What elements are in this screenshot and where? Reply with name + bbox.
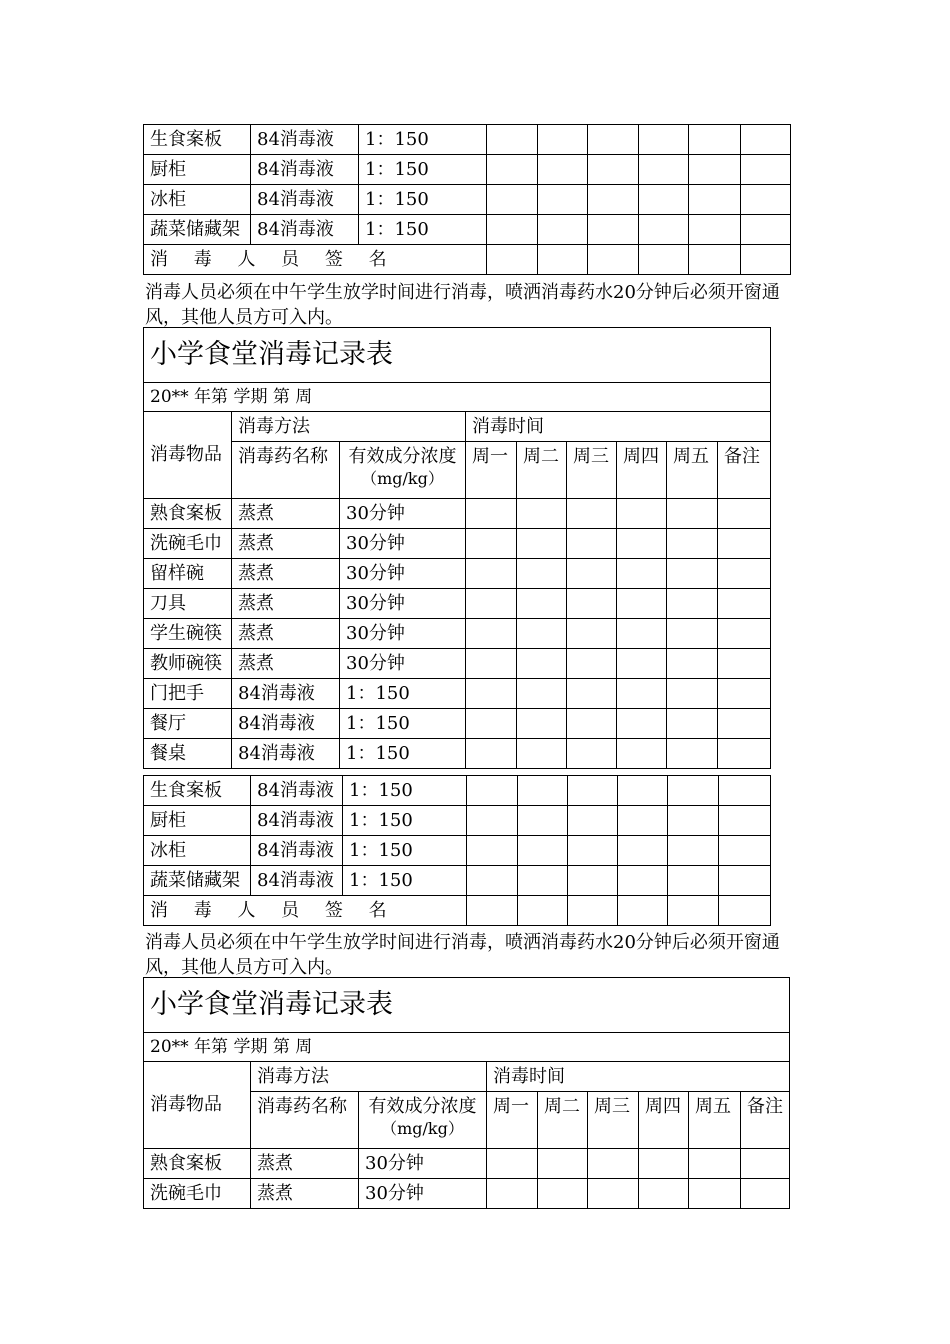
table-row (144, 836, 771, 866)
concentration-cell: 1：150 (340, 709, 466, 739)
day-cell[interactable] (689, 215, 741, 245)
day-cell[interactable] (639, 1149, 689, 1179)
day-cell[interactable] (668, 776, 719, 806)
concentration-cell: 1：150 (340, 679, 466, 709)
header-row-1 (144, 1062, 790, 1092)
header-day-mon: 周一 (487, 1092, 538, 1149)
day-cell[interactable] (538, 125, 588, 155)
bottom-table (143, 977, 790, 1209)
day-cell[interactable] (617, 529, 667, 559)
remark-cell[interactable] (718, 739, 771, 769)
remark-cell[interactable] (718, 589, 771, 619)
agent-cell: 蒸煮 (251, 1179, 359, 1209)
table-row (144, 1149, 790, 1179)
concentration-cell: 1：150 (359, 155, 487, 185)
day-cell[interactable] (538, 185, 588, 215)
disinfection-note: 消毒人员必须在中午学生放学时间进行消毒，喷洒消毒药水20分钟后必须开窗通风，其他人员方可入内。 (145, 282, 780, 328)
table-row (144, 679, 771, 709)
continuation-table (143, 775, 771, 926)
item-cell: 厨柜 (144, 806, 251, 836)
day-cell[interactable] (538, 1179, 588, 1209)
concentration-cell: 1：150 (359, 125, 487, 155)
signature-cell[interactable] (538, 245, 588, 275)
agent-cell: 84消毒液 (251, 806, 343, 836)
concentration-cell: 30分钟 (340, 589, 466, 619)
header-concentration-unit: （mg/kg） (381, 1119, 464, 1138)
day-cell[interactable] (667, 679, 718, 709)
header-day-thu: 周四 (639, 1092, 689, 1149)
remark-cell[interactable] (719, 776, 771, 806)
day-cell[interactable] (618, 806, 668, 836)
day-cell[interactable] (466, 619, 517, 649)
title-row (144, 978, 790, 1033)
day-cell[interactable] (588, 1179, 639, 1209)
header-item: 消毒物品 (144, 412, 232, 499)
item-cell: 蔬菜储藏架 (144, 866, 251, 896)
concentration-cell: 30分钟 (340, 559, 466, 589)
header-day-fri: 周五 (667, 442, 718, 499)
header-remark: 备注 (718, 442, 771, 499)
main-table-body (144, 328, 771, 769)
day-cell[interactable] (617, 589, 667, 619)
top-table-block (143, 124, 791, 275)
day-cell[interactable] (567, 589, 617, 619)
top-table-body (144, 125, 791, 275)
day-cell[interactable] (517, 529, 567, 559)
table-row (144, 649, 771, 679)
agent-cell: 84消毒液 (251, 866, 343, 896)
day-cell[interactable] (466, 649, 517, 679)
table-title: 小学食堂消毒记录表 (144, 978, 790, 1033)
remark-cell[interactable] (741, 1179, 790, 1209)
signature-cell[interactable] (518, 896, 568, 926)
agent-cell: 84消毒液 (251, 125, 359, 155)
bottom-table-body (144, 978, 790, 1209)
table-row (144, 185, 791, 215)
concentration-cell: 1：150 (343, 836, 467, 866)
signature-cell[interactable] (568, 896, 618, 926)
remark-cell[interactable] (718, 529, 771, 559)
agent-cell: 蒸煮 (232, 649, 340, 679)
item-cell: 教师碗筷 (144, 649, 232, 679)
main-table-continuation (143, 775, 771, 926)
agent-cell: 84消毒液 (232, 679, 340, 709)
day-cell[interactable] (466, 739, 517, 769)
day-cell[interactable] (538, 1149, 588, 1179)
item-cell: 冰柜 (144, 185, 251, 215)
day-cell[interactable] (567, 499, 617, 529)
day-cell[interactable] (689, 155, 741, 185)
day-cell[interactable] (588, 185, 639, 215)
table-title: 小学食堂消毒记录表 (144, 328, 771, 383)
header-concentration (359, 1092, 487, 1149)
header-time: 消毒时间 (466, 412, 771, 442)
table-row (144, 806, 771, 836)
header-item: 消毒物品 (144, 1062, 251, 1149)
table-row (144, 529, 771, 559)
day-cell[interactable] (618, 836, 668, 866)
signature-cell[interactable] (668, 896, 719, 926)
header-concentration-label: 有效成分浓度 (348, 446, 457, 467)
agent-cell: 蒸煮 (232, 589, 340, 619)
day-cell[interactable] (567, 739, 617, 769)
item-cell: 餐厅 (144, 709, 232, 739)
item-cell: 学生碗筷 (144, 619, 232, 649)
day-cell[interactable] (518, 806, 568, 836)
signature-cell[interactable] (467, 896, 518, 926)
header-day-wed: 周三 (567, 442, 617, 499)
top-table (143, 124, 791, 275)
item-cell: 熟食案板 (144, 499, 232, 529)
table-row (144, 619, 771, 649)
concentration-cell: 1：150 (343, 806, 467, 836)
header-day-mon: 周一 (466, 442, 517, 499)
agent-cell: 蒸煮 (251, 1149, 359, 1179)
day-cell[interactable] (689, 1149, 741, 1179)
header-day-wed: 周三 (588, 1092, 639, 1149)
day-cell[interactable] (467, 866, 518, 896)
day-cell[interactable] (667, 709, 718, 739)
header-day-tue: 周二 (517, 442, 567, 499)
concentration-cell: 1：150 (343, 776, 467, 806)
signature-label: 消 毒 人 员 签 名 (144, 896, 467, 926)
signature-row (144, 245, 791, 275)
item-cell: 餐桌 (144, 739, 232, 769)
header-method: 消毒方法 (232, 412, 466, 442)
concentration-cell: 30分钟 (340, 529, 466, 559)
header-concentration-label: 有效成分浓度 (368, 1096, 477, 1117)
concentration-cell: 30分钟 (359, 1179, 487, 1209)
day-cell[interactable] (667, 589, 718, 619)
header-agent-name: 消毒药名称 (232, 442, 340, 499)
day-cell[interactable] (617, 739, 667, 769)
table-row (144, 739, 771, 769)
day-cell[interactable] (568, 806, 618, 836)
day-cell[interactable] (639, 155, 689, 185)
table-row (144, 499, 771, 529)
remark-cell[interactable] (718, 679, 771, 709)
day-cell[interactable] (567, 679, 617, 709)
day-cell[interactable] (639, 215, 689, 245)
day-cell[interactable] (517, 499, 567, 529)
day-cell[interactable] (466, 499, 517, 529)
signature-cell[interactable] (689, 245, 741, 275)
day-cell[interactable] (567, 649, 617, 679)
item-cell: 洗碗毛巾 (144, 1179, 251, 1209)
concentration-cell: 30分钟 (359, 1149, 487, 1179)
day-cell[interactable] (518, 776, 568, 806)
day-cell[interactable] (517, 739, 567, 769)
item-cell: 洗碗毛巾 (144, 529, 232, 559)
day-cell[interactable] (467, 776, 518, 806)
table-row (144, 155, 791, 185)
table-row (144, 215, 791, 245)
day-cell[interactable] (617, 559, 667, 589)
header-remark: 备注 (741, 1092, 790, 1149)
day-cell[interactable] (517, 619, 567, 649)
day-cell[interactable] (639, 185, 689, 215)
header-agent-name: 消毒药名称 (251, 1092, 359, 1149)
remark-cell[interactable] (741, 125, 791, 155)
day-cell[interactable] (538, 155, 588, 185)
remark-cell[interactable] (718, 619, 771, 649)
main-table-block (143, 327, 771, 769)
day-cell[interactable] (588, 215, 639, 245)
title-row (144, 328, 771, 383)
day-cell[interactable] (517, 649, 567, 679)
header-time: 消毒时间 (487, 1062, 790, 1092)
header-method: 消毒方法 (251, 1062, 487, 1092)
remark-cell[interactable] (718, 559, 771, 589)
header-day-fri: 周五 (689, 1092, 741, 1149)
day-cell[interactable] (667, 739, 718, 769)
header-row-1 (144, 412, 771, 442)
agent-cell: 84消毒液 (251, 836, 343, 866)
day-cell[interactable] (517, 589, 567, 619)
signature-label: 消 毒 人 员 签 名 (144, 245, 487, 275)
table-row (144, 589, 771, 619)
semester-line: 20** 年第 学期 第 周 (144, 1033, 790, 1062)
signature-cell[interactable] (618, 896, 668, 926)
agent-cell: 蒸煮 (232, 499, 340, 529)
day-cell[interactable] (617, 619, 667, 649)
concentration-cell: 30分钟 (340, 499, 466, 529)
table-row (144, 709, 771, 739)
day-cell[interactable] (667, 529, 718, 559)
remark-cell[interactable] (718, 709, 771, 739)
day-cell[interactable] (668, 836, 719, 866)
bottom-table-block (143, 977, 790, 1209)
day-cell[interactable] (568, 866, 618, 896)
remark-cell[interactable] (741, 1149, 790, 1179)
day-cell[interactable] (467, 836, 518, 866)
header-day-tue: 周二 (538, 1092, 588, 1149)
day-cell[interactable] (518, 836, 568, 866)
header-row-2 (144, 442, 771, 499)
day-cell[interactable] (667, 649, 718, 679)
day-cell[interactable] (567, 529, 617, 559)
item-cell: 门把手 (144, 679, 232, 709)
day-cell[interactable] (466, 589, 517, 619)
remark-cell[interactable] (719, 806, 771, 836)
concentration-cell: 30分钟 (340, 619, 466, 649)
concentration-cell: 1：150 (340, 739, 466, 769)
day-cell[interactable] (668, 806, 719, 836)
signature-cell[interactable] (741, 245, 791, 275)
remark-cell[interactable] (741, 185, 791, 215)
day-cell[interactable] (639, 1179, 689, 1209)
concentration-cell: 1：150 (359, 215, 487, 245)
item-cell: 厨柜 (144, 155, 251, 185)
remark-cell[interactable] (719, 836, 771, 866)
day-cell[interactable] (567, 619, 617, 649)
day-cell[interactable] (466, 529, 517, 559)
signature-cell[interactable] (639, 245, 689, 275)
item-cell: 冰柜 (144, 836, 251, 866)
day-cell[interactable] (487, 125, 538, 155)
disinfection-note: 消毒人员必须在中午学生放学时间进行消毒，喷洒消毒药水20分钟后必须开窗通风，其他人员方可入内。 (145, 932, 780, 978)
header-concentration (340, 442, 466, 499)
day-cell[interactable] (487, 155, 538, 185)
table-row (144, 125, 791, 155)
continuation-body (144, 776, 771, 926)
day-cell[interactable] (617, 679, 667, 709)
agent-cell: 蒸煮 (232, 559, 340, 589)
agent-cell: 蒸煮 (232, 619, 340, 649)
table-row (144, 559, 771, 589)
header-day-thu: 周四 (617, 442, 667, 499)
day-cell[interactable] (667, 619, 718, 649)
day-cell[interactable] (568, 836, 618, 866)
day-cell[interactable] (567, 559, 617, 589)
item-cell: 刀具 (144, 589, 232, 619)
day-cell[interactable] (617, 649, 667, 679)
day-cell[interactable] (667, 559, 718, 589)
agent-cell: 84消毒液 (251, 215, 359, 245)
semester-row (144, 1033, 790, 1062)
semester-line: 20** 年第 学期 第 周 (144, 383, 771, 412)
signature-cell[interactable] (487, 245, 538, 275)
item-cell: 熟食案板 (144, 1149, 251, 1179)
day-cell[interactable] (639, 125, 689, 155)
item-cell: 生食案板 (144, 776, 251, 806)
day-cell[interactable] (487, 1149, 538, 1179)
table-row (144, 776, 771, 806)
agent-cell: 84消毒液 (251, 185, 359, 215)
table-row (144, 866, 771, 896)
remark-cell[interactable] (741, 215, 791, 245)
day-cell[interactable] (466, 709, 517, 739)
main-table (143, 327, 771, 769)
day-cell[interactable] (466, 679, 517, 709)
day-cell[interactable] (689, 125, 741, 155)
day-cell[interactable] (487, 215, 538, 245)
day-cell[interactable] (588, 125, 639, 155)
day-cell[interactable] (517, 559, 567, 589)
agent-cell: 84消毒液 (232, 739, 340, 769)
agent-cell: 84消毒液 (251, 155, 359, 185)
day-cell[interactable] (618, 866, 668, 896)
day-cell[interactable] (487, 185, 538, 215)
concentration-cell: 30分钟 (340, 649, 466, 679)
day-cell[interactable] (517, 709, 567, 739)
day-cell[interactable] (568, 776, 618, 806)
remark-cell[interactable] (718, 649, 771, 679)
day-cell[interactable] (517, 679, 567, 709)
agent-cell: 蒸煮 (232, 529, 340, 559)
day-cell[interactable] (567, 709, 617, 739)
day-cell[interactable] (538, 215, 588, 245)
day-cell[interactable] (618, 776, 668, 806)
day-cell[interactable] (689, 185, 741, 215)
day-cell[interactable] (588, 1149, 639, 1179)
day-cell[interactable] (518, 866, 568, 896)
item-cell: 生食案板 (144, 125, 251, 155)
remark-cell[interactable] (719, 866, 771, 896)
day-cell[interactable] (487, 1179, 538, 1209)
day-cell[interactable] (466, 559, 517, 589)
table-row (144, 1179, 790, 1209)
signature-cell[interactable] (588, 245, 639, 275)
item-cell: 蔬菜储藏架 (144, 215, 251, 245)
day-cell[interactable] (467, 806, 518, 836)
agent-cell: 84消毒液 (251, 776, 343, 806)
remark-cell[interactable] (741, 155, 791, 185)
semester-row (144, 383, 771, 412)
remark-cell[interactable] (718, 499, 771, 529)
item-cell: 留样碗 (144, 559, 232, 589)
signature-row (144, 896, 771, 926)
day-cell[interactable] (617, 499, 667, 529)
day-cell[interactable] (588, 155, 639, 185)
day-cell[interactable] (667, 499, 718, 529)
day-cell[interactable] (668, 866, 719, 896)
agent-cell: 84消毒液 (232, 709, 340, 739)
header-concentration-unit: （mg/kg） (361, 469, 444, 488)
day-cell[interactable] (617, 709, 667, 739)
signature-cell[interactable] (719, 896, 771, 926)
day-cell[interactable] (689, 1179, 741, 1209)
concentration-cell: 1：150 (343, 866, 467, 896)
concentration-cell: 1：150 (359, 185, 487, 215)
